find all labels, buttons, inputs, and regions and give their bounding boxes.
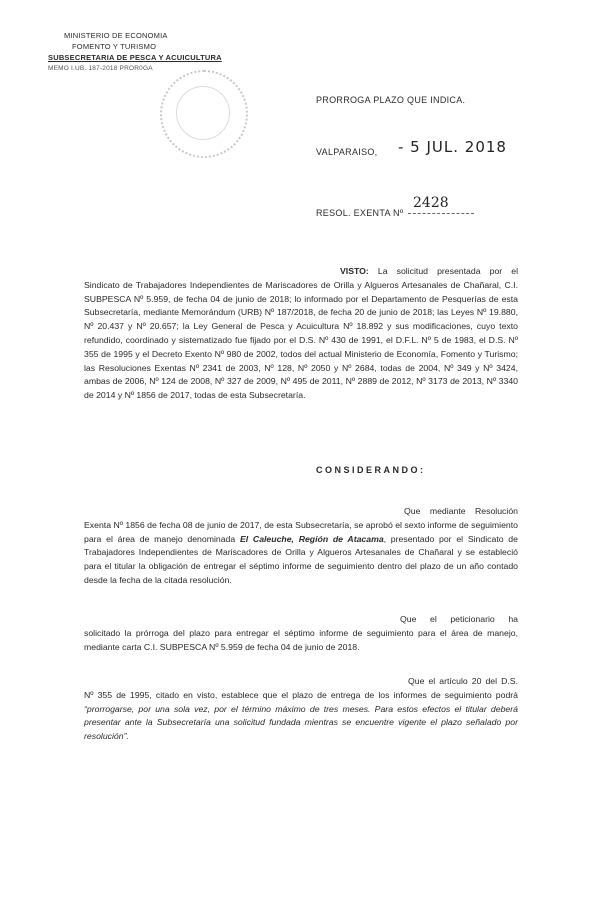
resolution-date: - 5 JUL. 2018 bbox=[398, 138, 507, 156]
visto-label: VISTO: bbox=[340, 266, 369, 276]
resolution-label: RESOL. EXENTA Nº bbox=[316, 208, 404, 218]
considerando-3-text-a: Que el artículo 20 del D.S. Nº 355 de 1995, citado en visto, establece que el plazo de entrega de los informes de seguimiento podrá bbox=[84, 676, 518, 700]
considerando-paragraph-1 bbox=[84, 505, 518, 588]
place-label: VALPARAISO, bbox=[316, 147, 378, 157]
quoted-regulation: “prorrogarse, por una sola vez, por el término máximo de tres meses. Para estos efectos el titular deberá presentar ante la Subsecretaría una solicitud fundada mientras se encuentre vigente el plazo señalado por resolución”. bbox=[84, 703, 518, 742]
letterhead-subsecretaria: SUBSECRETARIA DE PESCA Y ACUICULTURA bbox=[48, 53, 222, 62]
considerando-heading: CONSIDERANDO: bbox=[316, 465, 426, 475]
letterhead-ministry-2: FOMENTO Y TURISMO bbox=[72, 42, 157, 51]
memo-reference: MEMO I.UB. 187-2018 PROR0GA bbox=[48, 65, 153, 72]
resolution-number: 2428 bbox=[413, 195, 449, 211]
office-stamp bbox=[160, 70, 248, 158]
considerando-paragraph-3 bbox=[84, 675, 518, 744]
letterhead-ministry: MINISTERIO DE ECONOMIA bbox=[64, 31, 168, 40]
visto-text: La solicitud presentada por el Sindicato de Trabajadores Independientes de Mariscadores de Orilla y Algueros Artesanales de Chañaral, C.I. SUBPESCA Nº 5.959, de fecha 04 de junio de 2018; lo informado por el Departamento de Pesquerías de esta Subsecretaría, mediante Memorándum (URB) Nº 187/2018, de fecha 20 de junio de 2018; las Leyes Nº 19.880, Nº 20.437 y Nº 20.657; la Ley General de Pesca y Acuicultura Nº 18.892 y sus modificaciones, cuyo texto refundido, coordinado y sistematizado fue fijado por el D.S. Nº 430 de 1991, el D.F.L. Nº 5 de 1983, el D.S. Nº 355 de 1995 y el Decreto Exento Nº 980 de 2002, todos del actual Ministerio de Economía, Fomento y Turismo; las Resoluciones Exentas Nº 2341 de 2003, Nº 128, Nº 2050 y Nº 2684, todas de 2004, Nº 349 y Nº 3424, ambas de 2006, Nº 124 de 2008, Nº 327 de 2009, Nº 495 de 2011, Nº 2889 de 2012, Nº 3173 de 2013, Nº 3340 de 2014 y Nº 1856 de 2017, todas de esta Subsecretaría. bbox=[84, 266, 518, 401]
visto-paragraph bbox=[84, 265, 518, 403]
subject-line: PRORROGA PLAZO QUE INDICA. bbox=[316, 95, 466, 105]
considerando-1-text-a: Que mediante Resolución Exenta Nº 1856 de fecha 08 de junio de 2017, de esta Subsecretaría, se aprobó el sexto informe de seguimiento para el área de manejo denominada bbox=[84, 506, 518, 544]
considerando-paragraph-2 bbox=[84, 613, 518, 654]
resolution-number-underline bbox=[408, 213, 474, 214]
considerando-1-text-b: , presentado por el Sindicato de Trabajadores Independientes de Mariscadores de Orilla y Algueros Artesanales de Chañaral y se estableció para el titular la obligación de entregar el séptimo informe de seguimiento dentro del plazo de un año contado desde la fecha de la citada resolución. bbox=[84, 533, 518, 585]
letterhead bbox=[48, 30, 258, 74]
considerando-2-text: Que el peticionario ha solicitado la prórroga del plazo para entregar el séptimo informe de seguimiento para el área de manejo, mediante carta C.I. SUBPESCA Nº 5.959 de fecha 04 de junio de 2018. bbox=[84, 614, 518, 652]
area-name: El Caleuche, Región de Atacama bbox=[239, 533, 384, 544]
